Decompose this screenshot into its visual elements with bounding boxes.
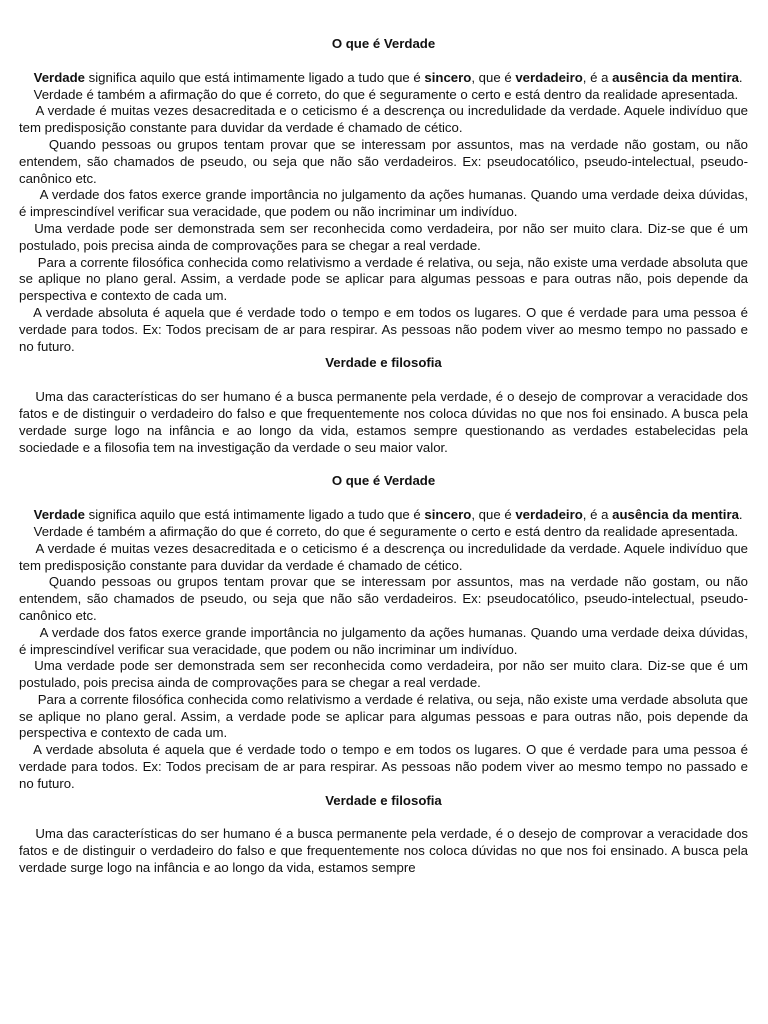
philosophy-paragraph: Uma das características do ser humano é a busca permanente pela verdade, é o desejo de comprovar a veracidade dos fatos e de distinguir o verdadeiro do falso e que frequentemente nos coloca dúvidas no que nos foi ensinado. A busca pela verdade surge logo na infância e ao longo da vida, estamos sempre: [19, 826, 752, 876]
intro-text-3: , é a: [582, 507, 613, 523]
philosophy-paragraph: Uma das características do ser humano é a busca permanente pela verdade, é o desejo de comprovar a veracidade dos fatos e de distinguir o verdadeiro do falso e que frequentemente nos coloca dúvidas no que nos foi ensinado. A busca pela verdade surge logo na infância e ao longo da vida, estamos sempre questionando as verdades estabelecidas pela sociedade e a filosofia tem na investigação da verdade o seu maior valor.: [19, 389, 752, 455]
body-paragraph: A verdade absoluta é aquela que é verdade todo o tempo e em todos os lugares. O que é verdade para uma pessoa é verdade para todos. Ex: Todos precisam de ar para respirar. As pessoas não podem viver ao mesmo tempo no passado e no futuro.: [19, 742, 752, 791]
intro-text-2: , que é: [471, 69, 516, 85]
section-what-is-truth-repeat: [19, 473, 752, 877]
intro-paragraph: [19, 507, 748, 524]
section-title: O que é Verdade: [331, 473, 436, 489]
body-paragraph: Uma verdade pode ser demonstrada sem ser reconhecida como verdadeira, por não ser muito clara. Diz-se que é um postulado, pois precisa ainda de comprovações para se chegar a real verdade.: [19, 220, 752, 253]
body-paragraph: A verdade dos fatos exerce grande importância no julgamento da ações humanas. Quando uma verdade deixa dúvidas, é imprescindível verificar sua veracidade, que podem ou não incriminar um indivíduo.: [19, 187, 752, 220]
body-paragraph: Quando pessoas ou grupos tentam provar que se interessam por assuntos, mas na verdade não gostam, ou não entendem, são chamados de pseudo, ou seja que não são verdadeiros. Ex: pseudocatólico, pseudo-intelectual, pseudo-canônico etc.: [19, 136, 752, 186]
keyword-ausencia-da-mentira: ausência da mentira: [612, 69, 739, 85]
intro-indent: [19, 70, 34, 85]
section-title: O que é Verdade: [331, 36, 436, 51]
keyword-verdade: Verdade: [33, 507, 85, 523]
body-paragraph: A verdade é muitas vezes desacreditada e o ceticismo é a descrença ou incredulidade da verdade. Aquele indivíduo que tem predisposição constante para duvidar da verdade é chamado de cético.: [19, 540, 752, 573]
section-subtitle: Verdade e filosofia: [325, 792, 442, 808]
intro-text-4: .: [738, 69, 743, 85]
keyword-ausencia-da-mentira: ausência da mentira: [612, 507, 739, 523]
section-divider-space: [19, 456, 748, 473]
body-paragraph: Uma verdade pode ser demonstrada sem ser reconhecida como verdadeira, por não ser muito clara. Diz-se que é um postulado, pois precisa ainda de comprovações para se chegar a real verdade.: [19, 658, 752, 691]
intro-text-4: .: [738, 507, 743, 523]
keyword-sincero: sincero: [424, 507, 472, 523]
intro-text-1: significa aquilo que está intimamente ligado a tudo que é: [84, 69, 425, 85]
body-paragraph: Quando pessoas ou grupos tentam provar que se interessam por assuntos, mas na verdade não gostam, ou não entendem, são chamados de pseudo, ou seja que não são verdadeiros. Ex: pseudocatólico, pseudo-intelectual, pseudo-canônico etc.: [19, 574, 752, 623]
intro-text-1: significa aquilo que está intimamente ligado a tudo que é: [84, 507, 425, 523]
intro-indent: [19, 507, 34, 522]
keyword-verdadeiro: verdadeiro: [515, 507, 583, 523]
body-paragraph: A verdade absoluta é aquela que é verdade todo o tempo e em todos os lugares. O que é verdade para uma pessoa é verdade para todos. Ex: Todos precisam de ar para respirar. As pessoas não podem viver ao mesmo tempo no passado e no futuro.: [19, 304, 752, 354]
body-paragraph: A verdade dos fatos exerce grande importância no julgamento da ações humanas. Quando uma verdade deixa dúvidas, é imprescindível verificar sua veracidade, que podem ou não incriminar um indivíduo.: [19, 624, 752, 657]
keyword-verdade: Verdade: [33, 69, 85, 85]
body-paragraph: A verdade é muitas vezes desacreditada e o ceticismo é a descrença ou incredulidade da verdade. Aquele indivíduo que tem predisposição constante para duvidar da verdade é chamado de cético.: [19, 103, 752, 136]
keyword-sincero: sincero: [424, 69, 472, 85]
intro-text-2: , que é: [471, 507, 516, 523]
body-paragraph: Para a corrente filosófica conhecida como relativismo a verdade é relativa, ou seja, não existe uma verdade absoluta que se aplique no plano geral. Assim, a verdade pode se aplicar para algumas pessoas e para outras não, pois depende da perspectiva e contexto de cada um.: [19, 691, 752, 741]
document-page: [19, 36, 752, 877]
section-subtitle: Verdade e filosofia: [325, 355, 442, 371]
body-paragraph: Verdade é também a afirmação do que é correto, do que é seguramente o certo e está dentro da realidade apresentada.: [19, 523, 739, 539]
keyword-verdadeiro: verdadeiro: [515, 69, 583, 85]
intro-paragraph: [19, 70, 748, 87]
body-paragraph: Para a corrente filosófica conhecida como relativismo a verdade é relativa, ou seja, não existe uma verdade absoluta que se aplique no plano geral. Assim, a verdade pode se aplicar para algumas pessoas e para outras não, pois depende da perspectiva e contexto de cada um.: [19, 254, 752, 304]
body-paragraph: Verdade é também a afirmação do que é correto, do que é seguramente o certo e está dentro da realidade apresentada.: [19, 86, 739, 102]
section-what-is-truth: [19, 36, 752, 456]
intro-text-3: , é a: [582, 69, 613, 85]
